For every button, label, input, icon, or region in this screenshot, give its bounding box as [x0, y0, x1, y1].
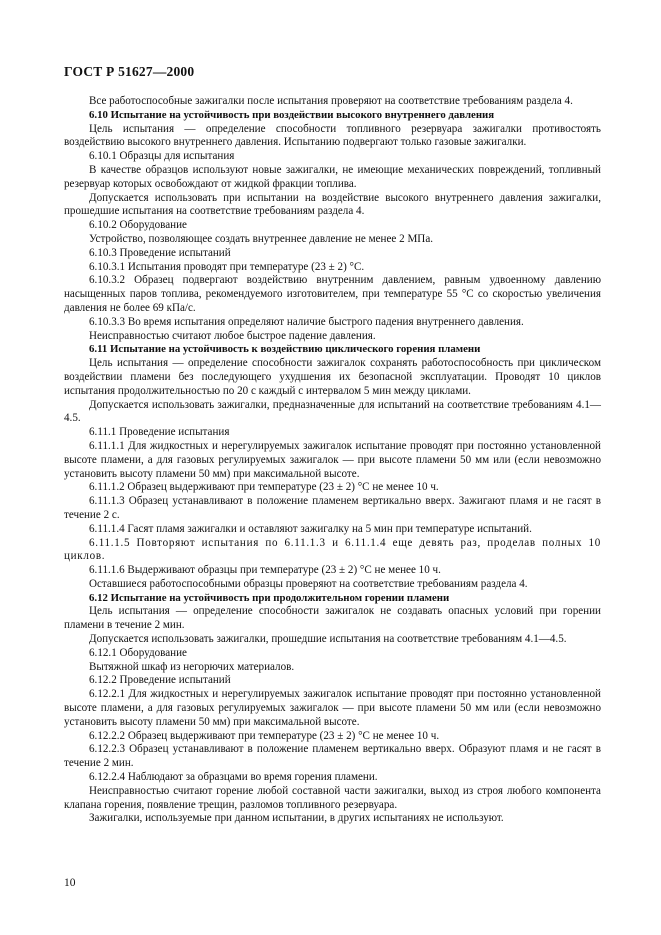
paragraph: 6.11.1.1 Для жидкостных и нерегулируемых зажигалок испытание проводят при постоянно установленной высоте пламени, а для газовых регулируемых зажигалок — при высоте пламени 50 мм или (если невозможно установить высоту пламени 50 мм) при максимальной высоте.: [64, 439, 601, 480]
paragraph: 6.12.2.2 Образец выдерживают при температуре (23 ± 2) °С не менее 10 ч.: [89, 729, 440, 742]
paragraph: 6.10.3.3 Во время испытания определяют наличие быстрого падения внутреннего давления.: [89, 315, 524, 328]
section-heading: 6.12 Испытание на устойчивость при продолжительном горении пламени: [89, 591, 450, 604]
paragraph: Допускается использовать при испытании на воздействие высокого внутреннего давления зажигалки, прошедшие испытания на соответствие требованиям раздела 4.: [64, 191, 601, 218]
paragraph: Оставшиеся работоспособными образцы проверяют на соответствие требованиям раздела 4.: [89, 577, 528, 590]
paragraph: В качестве образцов используют новые зажигалки, не имеющие механических повреждений, топливный резервуар которых освобождают от жидкой фракции топлива.: [64, 163, 601, 190]
paragraph: 6.10.3 Проведение испытаний: [89, 246, 231, 259]
paragraph: 6.11.1.4 Гасят пламя зажигалки и оставляют зажигалку на 5 мин при температуре испытаний.: [89, 522, 532, 535]
paragraph: 6.10.3.1 Испытания проводят при температуре (23 ± 2) °С.: [89, 260, 365, 273]
page-number: 10: [64, 877, 76, 889]
paragraph: Неисправностью считают любое быстрое падение давления.: [89, 329, 376, 342]
paragraph: Все работоспособные зажигалки после испытания проверяют на соответствие требованиям раздела 4.: [89, 95, 573, 107]
paragraph: Цель испытания — определение способности топливного резервуара зажигалки противостоять воздействию высокого внутреннего давления. Испытанию подвергают только газовые зажигалки.: [64, 122, 601, 149]
paragraph: 6.11.1 Проведение испытания: [89, 426, 230, 439]
paragraph: 6.12.2 Проведение испытаний: [89, 674, 231, 687]
paragraph: 6.11.1.2 Образец выдерживают при температуре (23 ± 2) °С не менее 10 ч.: [89, 481, 439, 494]
paragraph: Устройство, позволяющее создать внутреннее давление не менее 2 МПа.: [89, 232, 434, 245]
paragraph: 6.12.2.1 Для жидкостных и нерегулируемых зажигалок испытание проводят при постоянно установленной высоте пламени, а для газовых регулируемых зажигалок — при высоте пламени 50 мм или (если невозможно установить высоту пламени 50 мм) при максимальной высоте.: [64, 688, 601, 728]
paragraph: 6.10.1 Образцы для испытания: [89, 150, 235, 163]
paragraph: Цель испытания — определение способности зажигалок сохранять работоспособность при циклическом воздействии пламени без последующего ухудшения их безопасной эксплуатации. Проводят 10 циклов испытания продолжительностью по 20 с каждый с интервалом 5 мин между циклами.: [64, 357, 601, 397]
paragraph: Цель испытания — определение способности зажигалок не создавать опасных условий при горении пламени в течение 2 мин.: [64, 605, 601, 632]
paragraph: Допускается использовать зажигалки, прошедшие испытания на соответствие требованиям 4.1—4.5.: [89, 633, 567, 646]
paragraph: 6.11.1.5 Повторяют испытания по 6.11.1.3 и 6.11.1.4 еще девять раз, проделав полных 10 циклов.: [64, 536, 601, 563]
section-heading: 6.10 Испытание на устойчивость при воздействии высокого внутреннего давления: [89, 108, 495, 121]
standard-header: ГОСТ Р 51627—2000: [64, 64, 195, 79]
paragraph: 6.11.1.3 Образец устанавливают в положение пламенем вертикально вверх. Зажигают пламя и не гасят в течение 2 с.: [64, 495, 601, 521]
paragraph: Вытяжной шкаф из негорючих материалов.: [89, 660, 295, 673]
paragraph: Зажигалки, используемые при данном испытании, в других испытаниях не используют.: [89, 812, 504, 825]
document-body: [64, 95, 601, 826]
section-heading: 6.11 Испытание на устойчивость к воздействию циклического горения пламени: [89, 343, 481, 356]
paragraph: 6.10.2 Оборудование: [89, 219, 187, 232]
paragraph: 6.10.3.2 Образец подвергают воздействию внутренним давлением, равным удвоенному давлению насыщенных паров топлива, рекомендуемого изготовителем, при температуре 55 °С со скоростью увеличения давления не более 69 кПа/с.: [64, 274, 601, 314]
paragraph: Допускается использовать зажигалки, предназначенные для испытаний на соответствие требованиям 4.1—4.5.: [64, 398, 601, 425]
paragraph: 6.12.2.3 Образец устанавливают в положение пламенем вертикально вверх. Образуют пламя и не гасят в течение 2 мин.: [64, 743, 601, 770]
paragraph: 6.12.2.4 Наблюдают за образцами во время горения пламени.: [89, 771, 378, 784]
paragraph: 6.11.1.6 Выдерживают образцы при температуре (23 ± 2) °С не менее 10 ч.: [89, 564, 441, 577]
paragraph: Неисправностью считают горение любой составной части зажигалки, выход из строя любого компонента клапана горения, появление трещин, разломов топливного резервуара.: [64, 784, 601, 811]
paragraph: 6.12.1 Оборудование: [89, 646, 187, 659]
